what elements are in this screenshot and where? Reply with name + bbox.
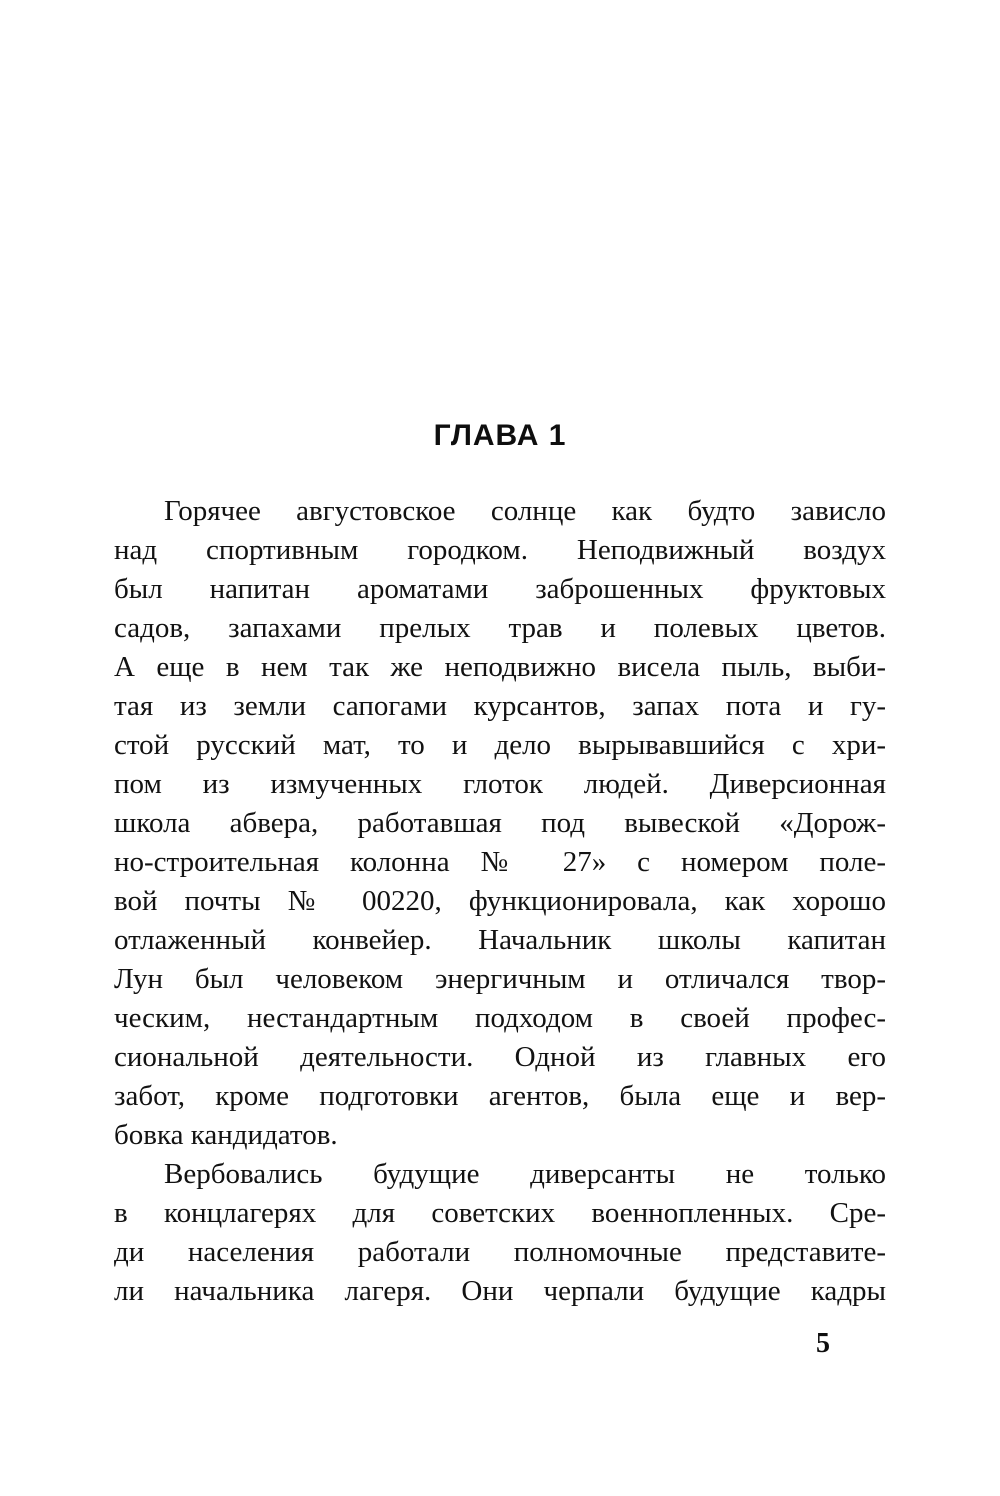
- text-line: отлаженный конвейер. Начальник школы капитан: [114, 924, 886, 956]
- paragraph: [114, 492, 886, 1155]
- text-line: бовка кандидатов.: [114, 1119, 338, 1151]
- text-line: школа абвера, работавшая под вывеской «Дорож-: [114, 807, 886, 839]
- chapter-heading: ГЛАВА 1: [433, 419, 567, 452]
- text-line: ли начальника лагеря. Они черпали будущие кадры: [114, 1275, 886, 1307]
- text-line: Лун был человеком энергичным и отличался твор-: [114, 963, 886, 995]
- text-line: был напитан ароматами заброшенных фруктовых: [114, 573, 886, 605]
- text-line: забот, кроме подготовки агентов, была еще и вер-: [114, 1080, 886, 1112]
- text-line: над спортивным городком. Неподвижный воздух: [114, 534, 886, 566]
- text-line: пом из измученных глоток людей. Диверсионная: [114, 768, 886, 800]
- text-line: Горячее августовское солнце как будто зависло: [164, 495, 886, 527]
- text-line: садов, запахами прелых трав и полевых цветов.: [114, 612, 886, 644]
- page-number: 5: [816, 1328, 830, 1359]
- text-block: [114, 492, 886, 1311]
- text-line: но-строительная колонна № 27» с номером поле-: [114, 846, 886, 878]
- text-line: сиональной деятельности. Одной из главных его: [114, 1041, 886, 1073]
- text-line: в концлагерях для советских военнопленных. Сре-: [114, 1197, 886, 1229]
- text-line: тая из земли сапогами курсантов, запах пота и гу-: [114, 690, 886, 722]
- text-line: стой русский мат, то и дело вырывавшийся с хри-: [114, 729, 886, 761]
- paragraph: [114, 1155, 886, 1311]
- text-line: вой почты № 00220, функционировала, как хорошо: [114, 885, 886, 917]
- text-line: ческим, нестандартным подходом в своей профес-: [114, 1002, 886, 1034]
- text-line: А еще в нем так же неподвижно висела пыль, выби-: [114, 651, 886, 683]
- text-line: Вербовались будущие диверсанты не только: [164, 1158, 886, 1190]
- text-line: ди населения работали полномочные представите-: [114, 1236, 886, 1268]
- text-column: [114, 420, 886, 1311]
